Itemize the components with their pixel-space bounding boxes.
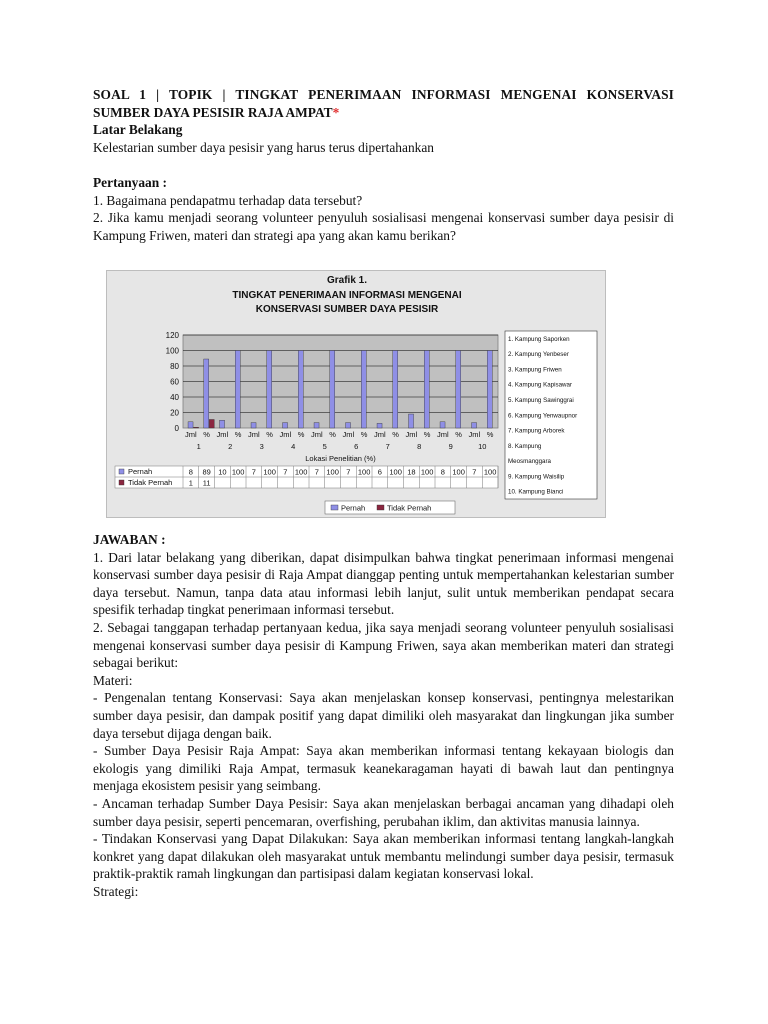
location-legend-item: 10. Kampung Bianci — [508, 488, 564, 496]
bar-pernah — [361, 351, 366, 429]
group-label: 6 — [354, 442, 359, 451]
table-cell-value: 8 — [188, 467, 193, 477]
answer-line-1: 1. Dari latar belakang yang diberikan, dapat disimpulkan bahwa tingkat penerimaan informasi mengenai konservasi sumber daya pesisir di Raja Ampat dianggap penting untuk mempertahankan kelestarian sumber daya tersebut. Namun, tanpa data atau informasi lebih lanjut, sulit untuk memberikan pendapat secara spesifik terhadap tingkat penerimaan informasi tersebut. — [93, 549, 674, 618]
bar-pernah — [393, 351, 398, 429]
x-tick-label: Jml — [248, 430, 260, 439]
bar-pernah — [251, 423, 256, 428]
table-cell-value: 100 — [420, 467, 434, 477]
question-1: 1. Bagaimana pendapatmu terhadap data tersebut? — [93, 192, 363, 208]
table-cell-value: 11 — [202, 478, 211, 488]
chart-figure — [106, 270, 606, 518]
chart-svg — [107, 271, 605, 517]
doc-title-line2 — [93, 104, 674, 122]
table-cell-value: 7 — [314, 467, 319, 477]
bar-pernah — [377, 423, 382, 428]
x-tick-label: % — [266, 430, 273, 439]
strategi-label: Strategi: — [93, 883, 139, 899]
legend-swatch — [331, 505, 338, 510]
location-legend-item: 4. Kampung Kapisawar — [508, 381, 572, 389]
materi-item-3: - Ancaman terhadap Sumber Daya Pesisir: Saya akan menjelaskan berbagai ancaman yang dihadapi oleh sumber daya pesisir, seperti pencemaran, overfishing, perubahan iklim, dan aktivitas manusia lainnya. — [93, 795, 674, 829]
location-legend-item: 7. Kampung Arborek — [508, 427, 565, 435]
location-legend-item: 1. Kampung Saporken — [508, 335, 570, 343]
table-series-name: Pernah — [128, 467, 153, 476]
bar-pernah — [188, 422, 193, 428]
plot-area — [115, 331, 597, 514]
x-axis-label: Lokasi Penelitian (%) — [305, 454, 376, 463]
materi-item-4: - Tindakan Konservasi yang Dapat Dilakukan: Saya akan memberikan informasi tentang langkah-langkah konkret yang dapat dilakukan oleh masyarakat untuk membantu melindungi sumber daya pesisir, termasuk praktik-praktik ramah lingkungan dan partisipasi dalam kegiatan konservasi lokal. — [93, 831, 674, 882]
bar-pernah — [267, 351, 272, 429]
x-tick-label: % — [297, 430, 305, 439]
group-label: 9 — [448, 442, 453, 451]
table-cell-value: 100 — [389, 467, 402, 477]
title-asterisk: * — [332, 104, 340, 120]
x-tick-label: % — [392, 430, 399, 439]
table-cell-value: 10 — [218, 467, 227, 477]
chart-title-1: Grafik 1. — [326, 275, 368, 286]
bar-tidak-pernah — [209, 419, 214, 428]
table-cell-value: 18 — [407, 467, 416, 477]
x-tick-label: Jml — [216, 430, 229, 439]
table-cell-value: 100 — [483, 467, 497, 477]
table-cell-value: 8 — [440, 467, 445, 477]
bar-pernah — [487, 351, 492, 429]
location-legend-item: 6. Kampung Yenwaupnor — [508, 412, 578, 420]
x-tick-label: Jml — [405, 430, 418, 439]
latar-text: Kelestarian sumber daya pesisir yang harus terus dipertahankan — [93, 139, 434, 155]
bar-pernah — [298, 351, 303, 429]
doc-title-text: SUMBER DAYA PESISIR RAJA AMPAT — [93, 104, 333, 120]
bar-pernah — [314, 423, 319, 428]
legend-swatch — [377, 505, 384, 510]
x-tick-label: Jml — [468, 430, 481, 439]
y-tick-label: 60 — [170, 377, 179, 387]
x-tick-label: % — [423, 430, 431, 439]
bar-pernah — [472, 423, 477, 428]
y-tick-label: 80 — [170, 362, 179, 371]
table-cell-value: 100 — [294, 467, 308, 477]
x-tick-label: Jml — [185, 430, 197, 439]
y-tick-label: 20 — [170, 408, 179, 418]
x-tick-label: % — [360, 430, 368, 439]
location-legend-item: 2. Kampung Yenbeser — [508, 351, 569, 359]
location-legend-item: 5. Kampung Sawinggrai — [508, 397, 574, 405]
table-cell-value: 100 — [357, 467, 371, 477]
table-cell-value: 7 — [251, 467, 256, 477]
location-legend-item: 8. Kampung — [508, 442, 542, 450]
bar-pernah — [235, 351, 240, 429]
legend-entry: Pernah — [341, 503, 366, 513]
table-cell-value: 100 — [263, 467, 276, 477]
table-cell-value: 7 — [283, 467, 288, 477]
group-label: 7 — [385, 442, 390, 451]
bar-pernah — [440, 422, 445, 428]
table-legend-swatch — [119, 469, 124, 474]
table-cell-value: 6 — [377, 467, 382, 477]
x-tick-label: % — [455, 430, 462, 439]
table-legend-swatch — [119, 480, 124, 485]
bar-pernah — [346, 423, 351, 428]
x-tick-label: % — [486, 430, 494, 439]
location-legend-item: 9. Kampung Waisilip — [508, 473, 565, 481]
table-cell-value: 7 — [346, 467, 351, 477]
group-label: 8 — [417, 442, 422, 451]
table-series-name: Tidak Pernah — [128, 478, 173, 487]
answer-line-2: 2. Sebagai tanggapan terhadap pertanyaan kedua, jika saya menjadi seorang volunteer penyuluh sosialisasi mengenai konservasi sumber daya pesisir di Kampung Friwen, saya akan memberikan materi dan strategi sebagai berikut: — [93, 619, 674, 671]
table-cell-value: 100 — [326, 467, 339, 477]
table-cell-value: 100 — [452, 467, 465, 477]
group-label: 4 — [291, 442, 296, 451]
y-tick-label: 100 — [165, 346, 179, 356]
x-tick-label: Jml — [374, 430, 386, 439]
bar-pernah — [456, 351, 461, 429]
bar-pernah — [220, 420, 225, 428]
x-tick-label: Jml — [342, 430, 355, 439]
bar-pernah — [424, 351, 429, 429]
x-tick-label: % — [329, 430, 336, 439]
materi-item-2: - Sumber Daya Pesisir Raja Ampat: Saya akan memberikan informasi tentang kekayaan biologis dan ekologis yang dimiliki Raja Ampat, termasuk keanekaragaman hayati di bawah laut dan pentingnya menjaga ekosistem pesisir yang seimbang. — [93, 743, 674, 794]
table-cell-value: 89 — [202, 467, 211, 477]
table-cell-value: 100 — [231, 467, 245, 477]
x-tick-label: Jml — [279, 430, 292, 439]
group-label: 3 — [259, 442, 264, 451]
chart-title-3: KONSERVASI SUMBER DAYA PESISIR — [255, 304, 439, 315]
materi-label: Materi: — [93, 672, 133, 688]
y-tick-label: 0 — [174, 424, 179, 433]
bar-pernah — [409, 414, 414, 428]
group-label: 2 — [228, 442, 233, 451]
jawaban-heading: JAWABAN : — [93, 532, 166, 547]
x-tick-label: Jml — [311, 430, 323, 439]
x-tick-label: % — [234, 430, 242, 439]
materi-item-1: - Pengenalan tentang Konservasi: Saya akan menjelaskan konsep konservasi, pentingnya melestarikan sumber daya pesisir, dan dampak positif yang dapat dimiliki oleh masyarakat dan lingkungan jika sumber daya tersebut dijaga dengan baik. — [93, 690, 674, 741]
y-tick-label: 40 — [170, 393, 179, 402]
group-label: 5 — [322, 442, 327, 451]
x-tick-label: % — [203, 430, 210, 439]
bar-pernah — [330, 351, 335, 429]
answer-section — [93, 531, 674, 900]
bar-pernah — [283, 423, 288, 428]
table-cell-value: 1 — [188, 478, 193, 488]
chart-title-2: TINGKAT PENERIMAAN INFORMASI MENGENAI — [232, 290, 462, 301]
x-tick-label: Jml — [437, 430, 449, 439]
group-label: 10 — [478, 442, 487, 451]
question-2: 2. Jika kamu menjadi seorang volunteer penyuluh sosialisasi mengenai konservasi sumber daya pesisir di Kampung Friwen, materi dan strategi apa yang akan kamu berikan? — [93, 210, 674, 243]
group-label: 1 — [196, 442, 201, 451]
bar-tidak-pernah — [194, 427, 199, 428]
question-section — [93, 86, 674, 244]
latar-heading: Latar Belakang — [93, 122, 183, 138]
table-cell-value: 7 — [472, 467, 477, 477]
location-legend-item: Meosmanggara — [508, 458, 551, 466]
location-legend-item: 3. Kampung Friwen — [508, 366, 562, 374]
bar-pernah — [204, 359, 209, 428]
legend-entry: Tidak Pernah — [387, 503, 432, 513]
y-tick-label: 120 — [165, 331, 179, 340]
doc-title-line1: SOAL 1 | TOPIK | TINGKAT PENERIMAAN INFORMASI MENGENAI KONSERVASI — [93, 87, 674, 102]
pertanyaan-heading: Pertanyaan : — [93, 174, 168, 190]
